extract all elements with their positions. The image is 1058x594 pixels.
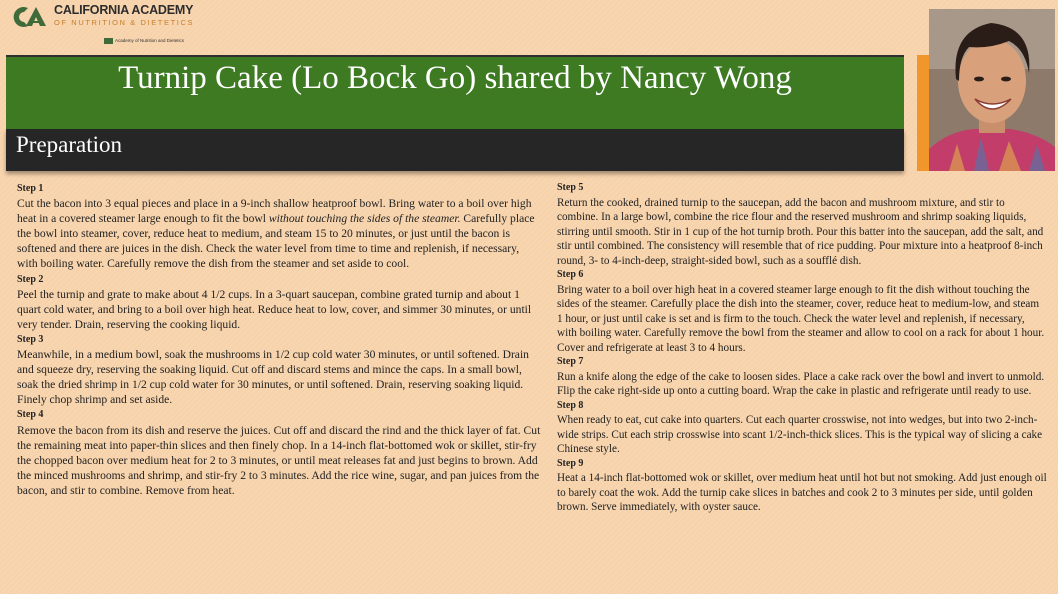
logo-affiliate	[104, 38, 184, 44]
steps-column-left	[17, 181, 542, 498]
step-4-label: Step 4	[17, 409, 44, 421]
organization-logo	[8, 2, 208, 48]
step-1-text-a: Cut the bacon into 3 equal pieces and place in a 9-inch shallow heatproof bowl. Bring water to a boil over high heat in a covered steamer large enough to fit the bowl	[17, 197, 532, 226]
step-5-text: Return the cooked, drained turnip to the saucepan, add the bacon and mushroom mixture, and stir to combine. In a large bowl, combine the rice flour and the reserved mushroom and shrimp soaking liquids, stirring until smooth. Stir in 1 cup of the hot turnip broth. Pour this batter into the saucepan, add the salt, and stir until combined. The consistency will resemble that of rice pudding. Pour mixture into a heatproof 8-inch round, 3- to 4-inch-deep, straight-sided bowl, such as a soufflé dish.	[557, 196, 1044, 267]
logo-name: CALIFORNIA ACADEMY	[54, 3, 194, 17]
step-2-label: Step 2	[17, 273, 44, 285]
step-4-text: Remove the bacon from its dish and reserve the juices. Cut off and discard the rind and the thick layer of fat. Cut the remaining meat into paper-thin slices and then finely chop. In a 14-inch flat-bottomed wok or skillet, stir-fry the chopped bacon over medium heat for 2 to 3 minutes, or until meat releases fat and just begins to brown. Add the minced mushrooms and shrimp, and stir-fry 2 to 3 minutes. Add the rice wine, sugar, and pan juices from the bacon, and stir to combine. Remove from heat.	[17, 423, 541, 497]
affiliate-icon	[104, 38, 113, 44]
step-9-label: Step 9	[557, 457, 584, 469]
step-6-text: Bring water to a boil over high heat in a covered steamer large enough to fit the dish without touching the sides of the steamer. Carefully place the dish into the steamer, cover, reduce heat to medium-low, and steam 1 hour, or just until cake is set and is firm to the touch. Check the water level and replenish, if necessary, with boiling water. Carefully remove the bowl from the steamer and allow to cool on a rack for about 1 hour. Cover and refrigerate at least 3 to 4 hours.	[557, 283, 1045, 354]
accent-strip	[917, 55, 929, 171]
ca-logo-icon	[8, 4, 52, 30]
section-heading: Preparation	[16, 132, 123, 157]
step-5-label: Step 5	[557, 182, 584, 193]
step-3-label: Step 3	[17, 333, 44, 345]
step-6-label: Step 6	[557, 269, 584, 280]
step-1-text-italic: without touching the sides of the steamer.	[268, 212, 461, 226]
step-2-text: Peel the turnip and grate to make about 4 1/2 cups. In a 3-quart saucepan, combine grated turnip and about 1 quart cold water, and bring to a boil over high heat. Reduce heat to low, cover, and simmer 30 minutes, or until very tender. Drain, reserving the cooking liquid.	[17, 287, 532, 331]
step-9-text: Heat a 14-inch flat-bottomed wok or skillet, over medium heat until hot but not smoking. Add just enough oil to barely coat the wok. Add the turnip cake slices in batches and cook 2 to 3 minutes per side, until golden brown. Serve immediately, with oyster sauce.	[557, 472, 1047, 513]
step-1-label: Step 1	[17, 183, 44, 194]
step-8-text: When ready to eat, cut cake into quarters. Cut each quarter crosswise, not into wedges, but into two 2-inch-wide strips. Cut each strip crosswise into scant 1/2-inch-thick slices. This is the typical way of slicing a cake Chinese style.	[557, 414, 1043, 455]
steps-column-right	[557, 181, 1047, 515]
page-title: Turnip Cake (Lo Bock Go) shared by Nancy Wong	[118, 60, 792, 96]
step-1-text	[17, 196, 542, 271]
title-banner	[6, 55, 904, 131]
logo-affiliate-text: Academy of Nutrition and Dietetics	[115, 38, 185, 44]
portrait-photo	[929, 9, 1055, 171]
step-8-label: Step 8	[557, 399, 584, 411]
step-7-label: Step 7	[557, 356, 584, 367]
step-7-text: Run a knife along the edge of the cake to loosen sides. Place a cake rack over the bowl and invert to unmold. Flip the cake right-side up onto a cutting board. Wrap the cake in plastic and refrigerate until ready to use.	[557, 370, 1045, 397]
step-1-text-b: Carefully place the bowl into steamer, cover, reduce heat to medium, and steam 15 to 20 minutes, or just until the bacon is softened and there are juices in the dish. Check the water level from time to time and replenish, if necessary, with boiling water. Carefully remove the dish from the steamer and set aside to cool.	[17, 212, 535, 271]
person-portrait-icon	[929, 9, 1055, 171]
section-banner	[6, 129, 904, 171]
logo-subtitle: OF NUTRITION & DIETETICS	[54, 18, 195, 27]
step-3-text: Meanwhile, in a medium bowl, soak the mushrooms in 1/2 cup cold water 30 minutes, or until softened. Drain and squeeze dry, reserving the soaking liquid. Cut off and discard stems and mince the caps. In a small bowl, soak the dried shrimp in 1/2 cup cold water for 30 minutes, or until softened. Drain, reserving soaking liquid. Finely chop shrimp and set aside.	[17, 348, 529, 407]
